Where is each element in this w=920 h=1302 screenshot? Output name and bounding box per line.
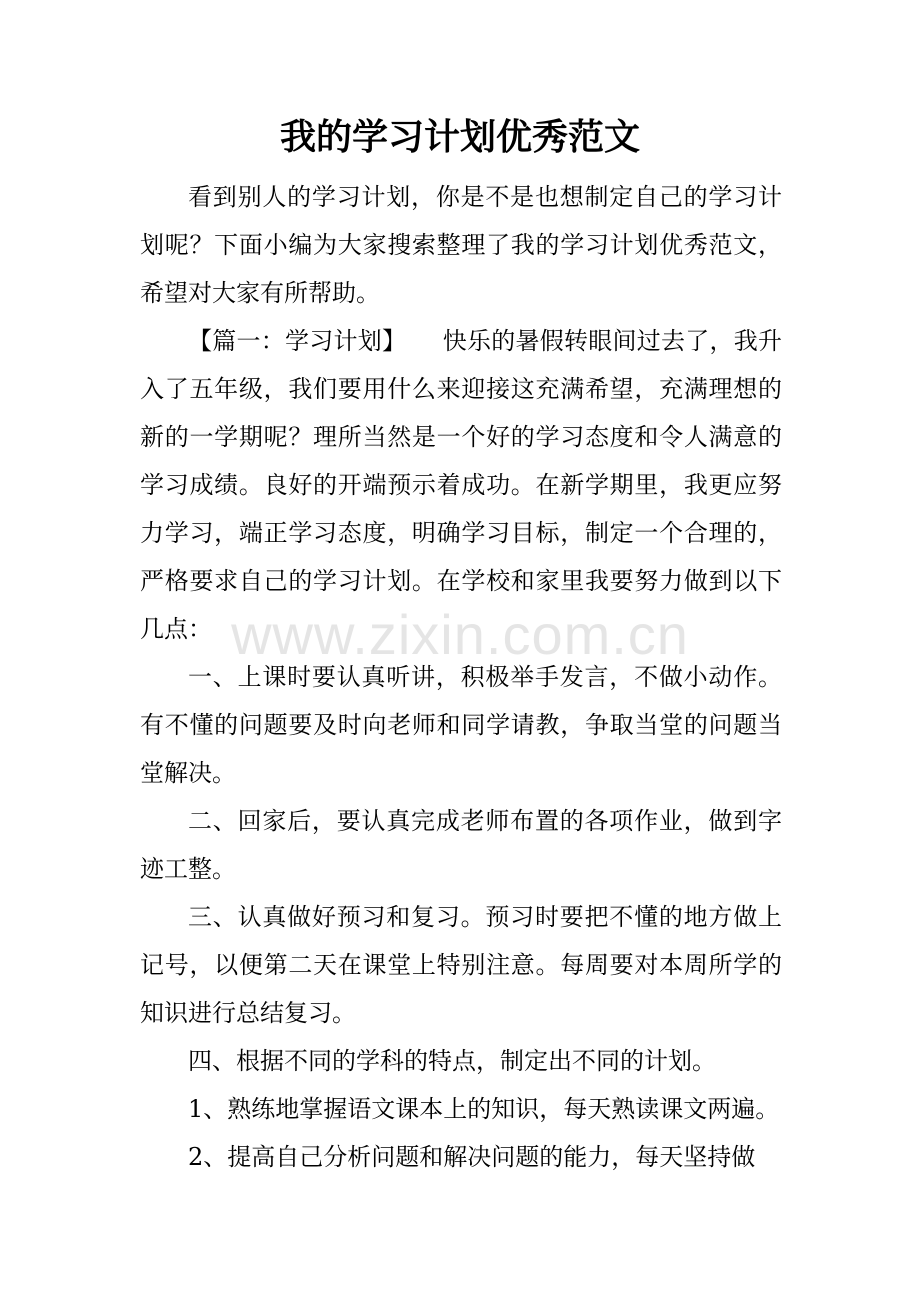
paragraph-subpoint-2: 2、提高自己分析问题和解决问题的能力，每天坚持做 bbox=[188, 1143, 756, 1171]
paragraph-intro: 看到别人的学习计划，你是不是也想制定自己的学习计划呢？下面小编为大家搜索整理了我的学习计划优秀范文，希望对大家有所帮助。 bbox=[140, 183, 782, 307]
paragraph-point-3: 三、认真做好预习和复习。预习时要把不懂的地方做上记号，以便第二天在课堂上特别注意。每周要对本周所学的知识进行总结复习。 bbox=[140, 903, 782, 1027]
watermark: www.zixin.com.cn bbox=[231, 603, 689, 666]
paragraph-point-2: 二、回家后，要认真完成老师布置的各项作业，做到字迹工整。 bbox=[140, 807, 782, 883]
paragraph-subpoint-1: 1、熟练地掌握语文课本上的知识，每天熟读课文两遍。 bbox=[188, 1095, 780, 1123]
paragraph-point-1: 一、上课时要认真听讲，积极举手发言，不做小动作。有不懂的问题要及时向老师和同学请教，争取当堂的问题当堂解决。 bbox=[140, 663, 782, 787]
paragraph-part-one: 【篇一：学习计划】 快乐的暑假转眼间过去了，我升入了五年级，我们要用什么来迎接这充满希望，充满理想的新的一学期呢？理所当然是一个好的学习态度和令人满意的学习成绩。良好的开端预示着成功。在新学期里，我更应努力学习，端正学习态度，明确学习目标，制定一个合理的，严格要求自己的学习计划。在学校和家里我要努力做到以下几点： bbox=[140, 327, 782, 643]
paragraph-point-4: 四、根据不同的学科的特点，制定出不同的计划。 bbox=[188, 1047, 716, 1075]
document-title: 我的学习计划优秀范文 bbox=[279, 116, 640, 158]
document-body bbox=[140, 173, 782, 1181]
